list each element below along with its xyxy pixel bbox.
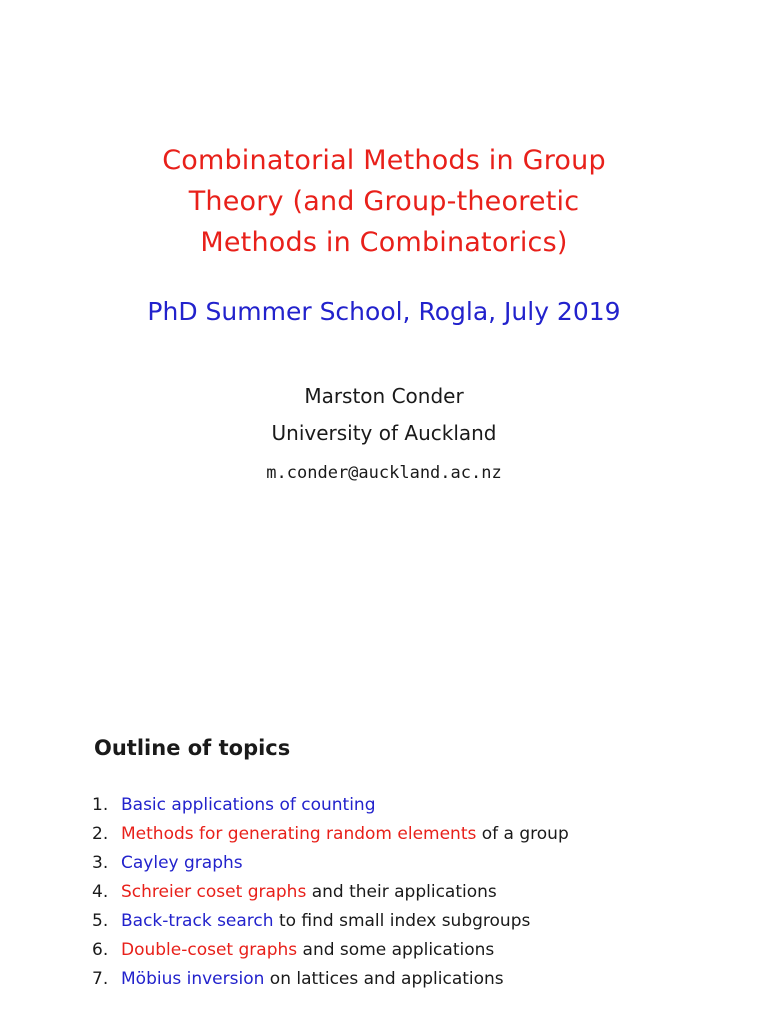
outline-heading: Outline of topics [94,736,291,760]
topic-link[interactable]: Methods for generating random elements [121,824,477,844]
author-email[interactable]: m.conder@auckland.ac.nz [266,463,502,483]
topic-text: of a group [476,824,569,844]
topic-text: and some applications [297,940,495,960]
topic-text: to find small index subgroups [273,911,531,931]
page-title [0,140,768,263]
list-item [92,965,569,994]
topic-list [92,791,569,994]
topic-link[interactable]: Double-coset graphs [121,940,298,960]
title-line-2: Theory (and Group-theoretic [188,186,580,217]
item-number: 7. [92,969,109,989]
item-number: 6. [92,940,109,960]
list-item [92,878,569,907]
list-item [92,936,569,965]
list-item [92,791,569,820]
item-number: 2. [92,824,109,844]
item-number: 1. [92,795,109,815]
title-line-1: Combinatorial Methods in Group [162,145,606,176]
item-number: 4. [92,882,109,902]
topic-link[interactable]: Basic applications of counting [121,795,376,815]
list-item [92,907,569,936]
topic-link[interactable]: Möbius inversion [121,969,265,989]
author-affiliation: University of Auckland [271,421,497,445]
item-number: 3. [92,853,109,873]
topic-link[interactable]: Back-track search [121,911,274,931]
topic-link[interactable]: Schreier coset graphs [121,882,307,902]
topic-text: on lattices and applications [264,969,504,989]
author-name: Marston Conder [304,384,464,408]
title-line-3: Methods in Combinatorics) [200,227,568,258]
list-item [92,849,569,878]
subtitle: PhD Summer School, Rogla, July 2019 [147,297,621,326]
topic-text: and their applications [306,882,497,902]
author-block [0,378,768,452]
list-item [92,820,569,849]
topic-link[interactable]: Cayley graphs [121,853,243,873]
item-number: 5. [92,911,109,931]
